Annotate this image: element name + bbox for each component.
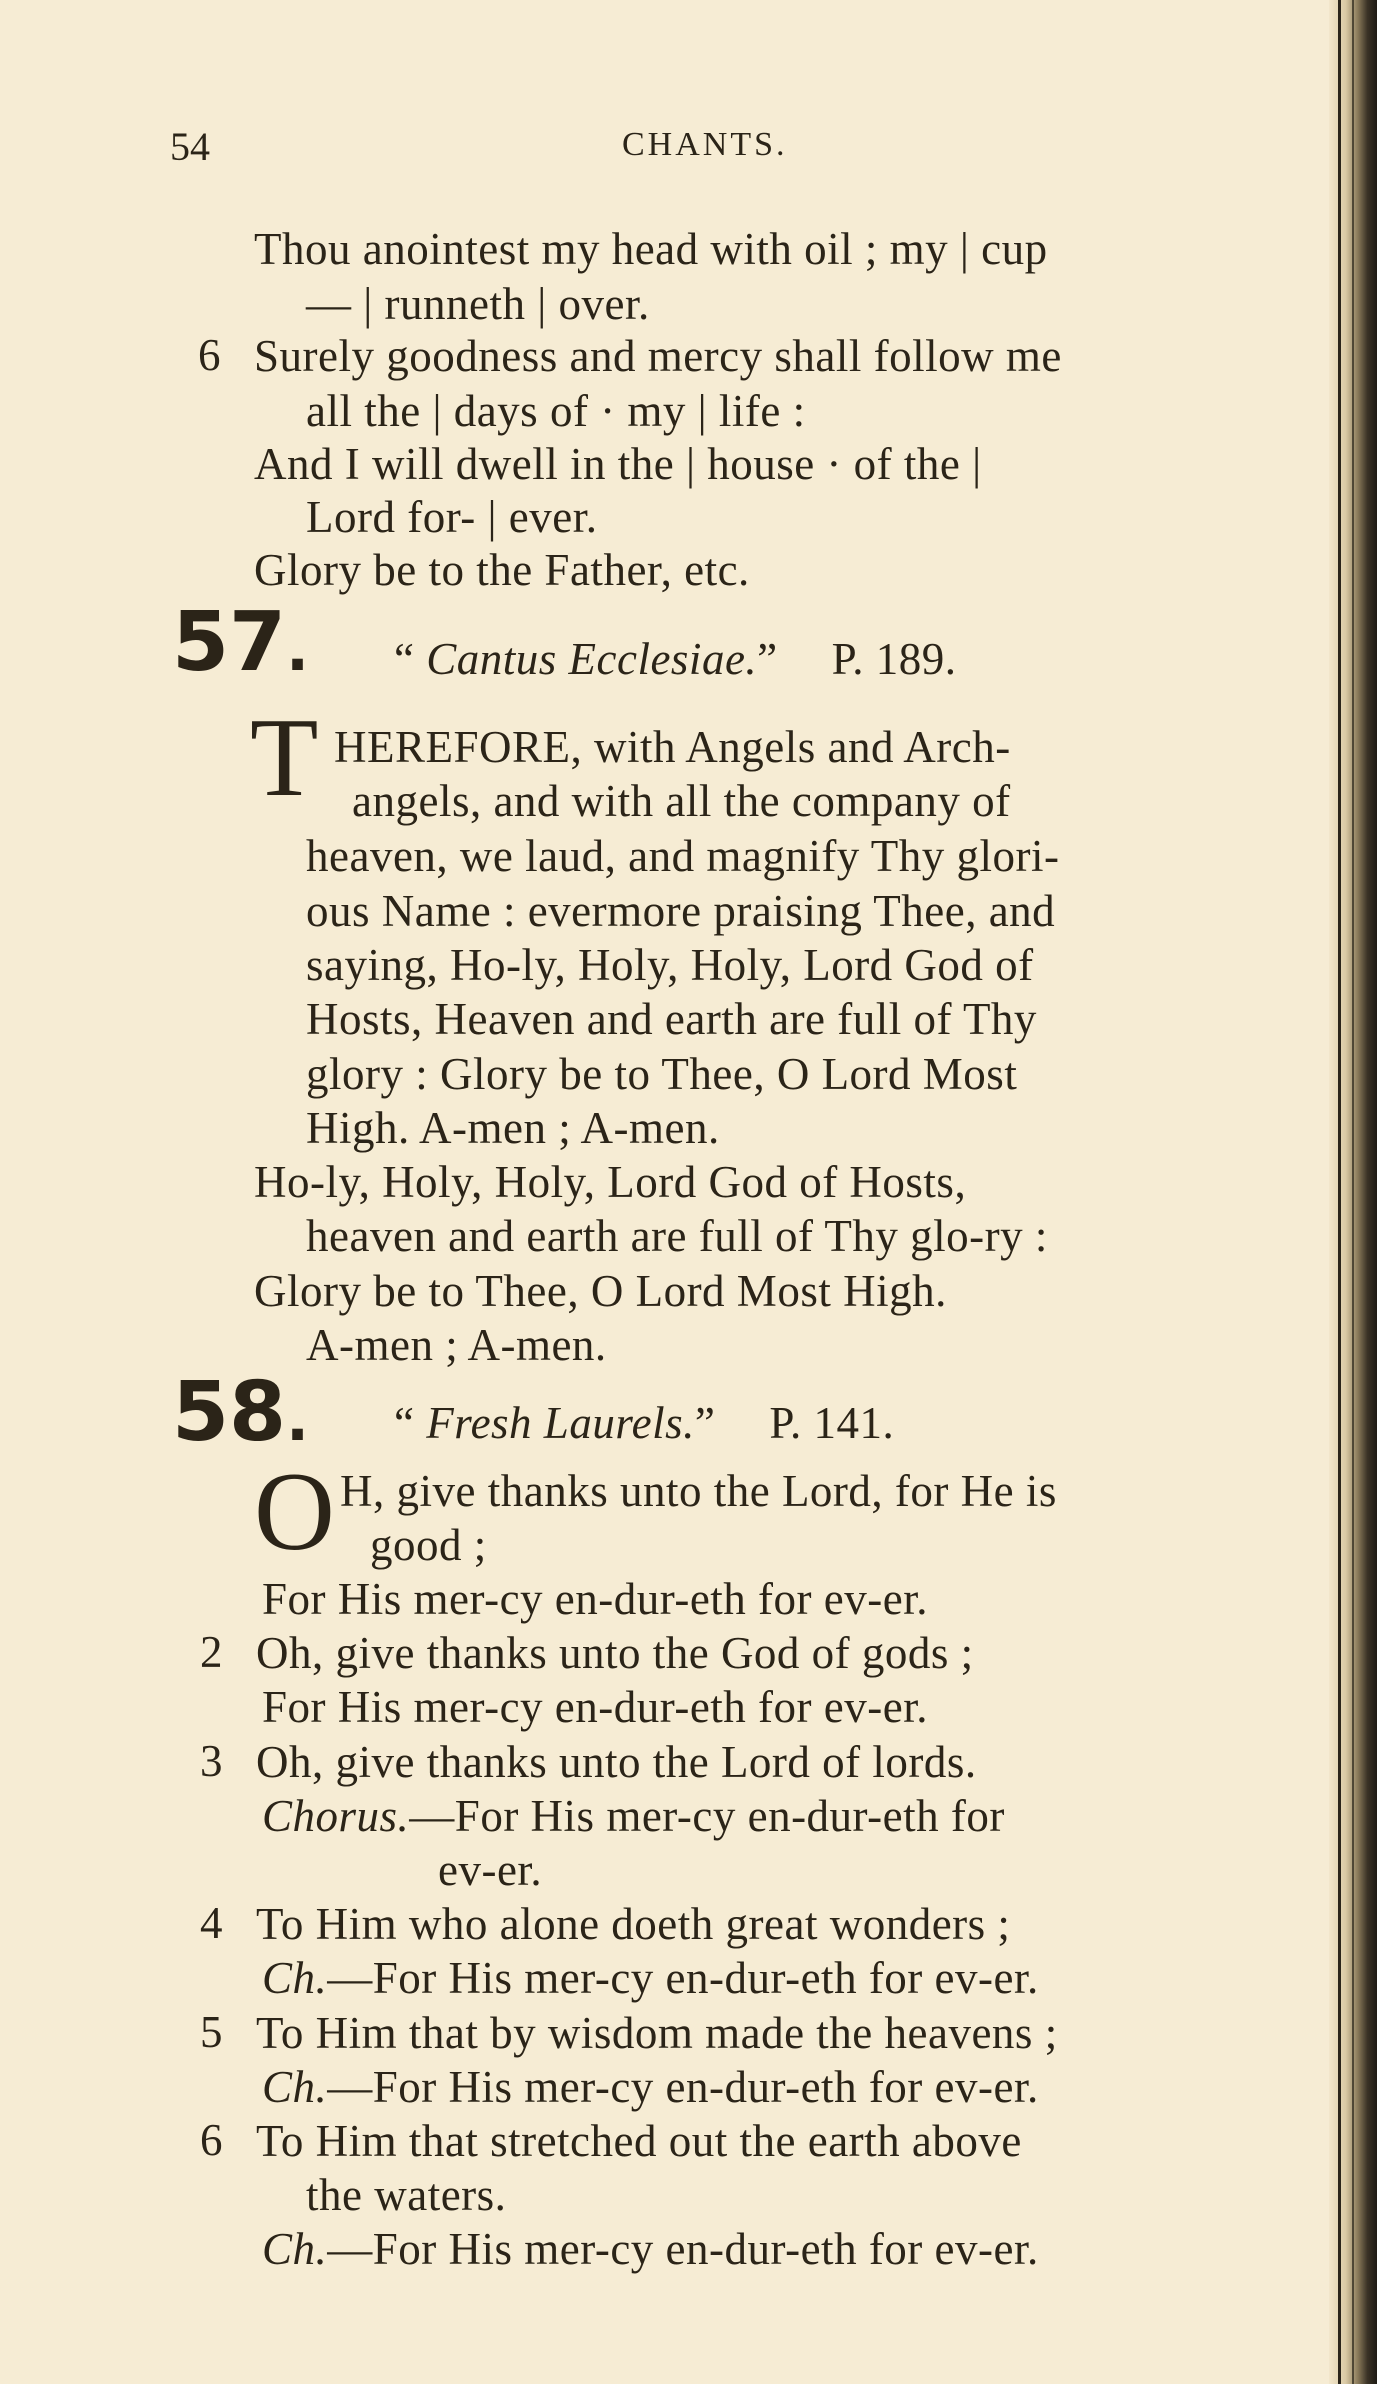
chorus-label: Ch. [262,2224,328,2274]
text-line: — | runneth | over. [306,279,650,329]
text-line: angels, and with all the company of [352,776,1011,826]
text-line: glory : Glory be to Thee, O Lord Most [306,1049,1018,1099]
chorus-label: Chorus. [262,1791,410,1841]
hymn-tune-heading: “ Fresh Laurels.” P. 141. [394,1398,895,1448]
text-line: H, give thanks unto the Lord, for He is [340,1466,1057,1516]
text-line: Glory be to the Father, etc. [254,545,750,595]
text-line: Thou anointest my head with oil ; my | cup [254,224,1048,274]
text-line: Oh, give thanks unto the Lord of lords. [256,1737,977,1787]
running-head: CHANTS. [622,126,788,163]
verse-number: 5 [200,2007,223,2057]
text-line: To Him who alone doeth great wonders ; [256,1899,1011,1949]
chorus-label: Ch. [262,2062,328,2112]
text-line: heaven and earth are full of Thy glo-ry : [306,1211,1048,1261]
page-reference: P. 189. [831,634,957,684]
text-line: Ch.—For His mer-cy en-dur-eth for ev-er. [262,1953,1039,2003]
text-line: Glory be to Thee, O Lord Most High. [254,1266,947,1316]
text-line: all the | days of · my | life : [306,386,806,436]
hymn-number: 58. [172,1365,309,1460]
text-line: To Him that stretched out the earth above [256,2116,1022,2166]
text-line: High. A-men ; A-men. [306,1103,720,1153]
hymn-tune-heading: “ Cantus Ecclesiae.” P. 189. [394,634,957,684]
text-line: ous Name : evermore praising Thee, and [306,886,1056,936]
text-line: Ch.—For His mer-cy en-dur-eth for ev-er. [262,2062,1039,2112]
tune-name: Fresh Laurels. [426,1398,695,1448]
text-line: To Him that by wisdom made the heavens ; [256,2008,1058,2058]
verse-number: 6 [200,2115,223,2165]
text-line: Oh, give thanks unto the God of gods ; [256,1628,974,1678]
text-line: the waters. [306,2170,507,2220]
drop-cap: O [254,1450,335,1574]
chorus-label: Ch. [262,1953,328,2003]
verse-number: 4 [200,1898,223,1948]
text-line: Ch.—For His mer-cy en-dur-eth for ev-er. [262,2224,1039,2274]
hymn-number: 57. [172,595,309,690]
text-line: Surely goodness and mercy shall follow me [254,331,1062,381]
text-line: good ; [370,1520,487,1570]
verse-number: 3 [200,1736,223,1786]
text-line: For His mer-cy en-dur-eth for ev-er. [262,1682,928,1732]
text-line: Lord for- | ever. [306,492,598,542]
text-line: Ho-ly, Holy, Holy, Lord God of Hosts, [254,1157,967,1207]
page-edge-line [1352,0,1354,2384]
verse-number: 2 [200,1627,223,1677]
text-line: HEREFORE, with Angels and Arch- [334,722,1011,772]
page-edge-line [1338,0,1341,2384]
text-line: For His mer-cy en-dur-eth for ev-er. [262,1574,928,1624]
text-line: heaven, we laud, and magnify Thy glori- [306,831,1060,881]
drop-cap: T [250,696,319,820]
page-reference: P. 141. [769,1398,895,1448]
text-line: A-men ; A-men. [306,1320,607,1370]
text-line: Hosts, Heaven and earth are full of Thy [306,994,1037,1044]
tune-name: Cantus Ecclesiae. [426,634,758,684]
text-line: saying, Ho-ly, Holy, Holy, Lord God of [306,940,1034,990]
page-number: 54 [170,124,210,169]
text-line: Chorus.—For His mer-cy en-dur-eth for [262,1791,1005,1841]
verse-number: 6 [198,330,221,380]
text-line: And I will dwell in the | house · of the | [254,439,982,489]
text-line: ev-er. [438,1845,543,1895]
